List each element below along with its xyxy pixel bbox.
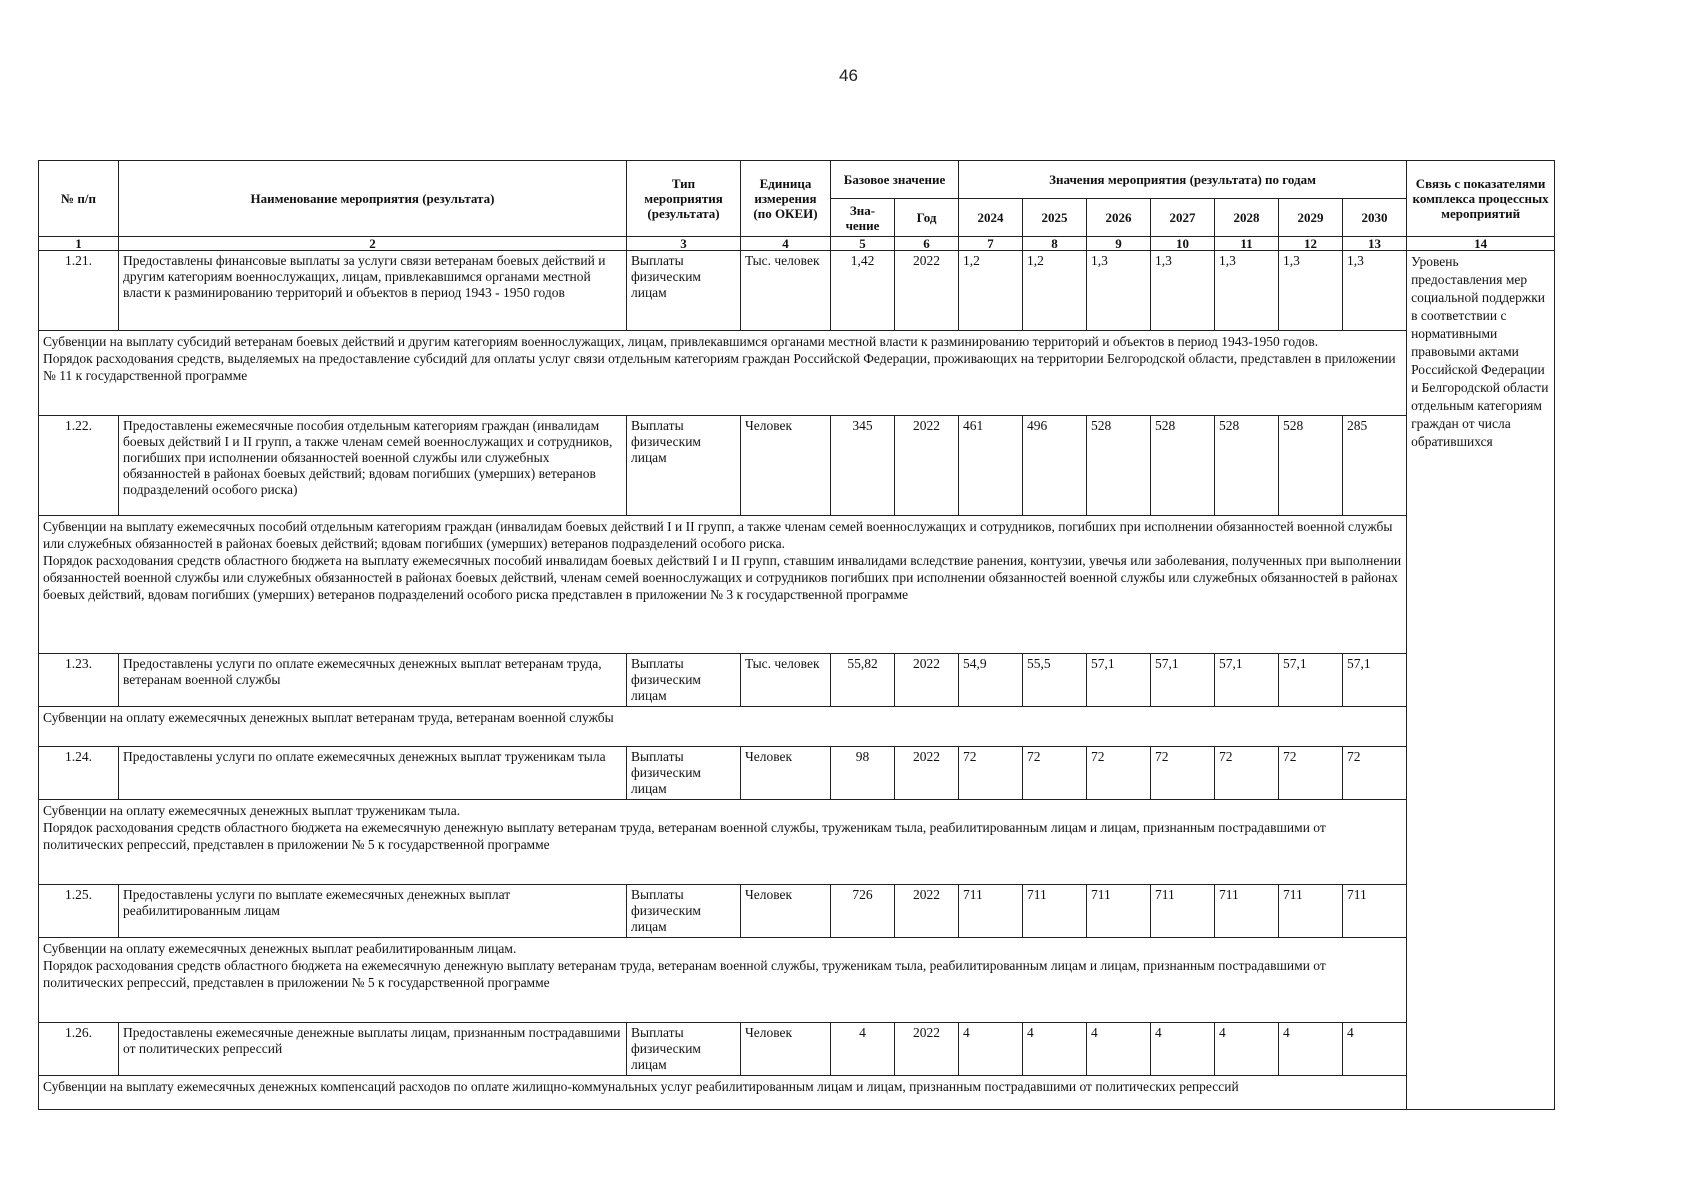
year-value: 528 <box>1151 416 1215 516</box>
funding-note <box>39 706 1407 746</box>
year-value: 711 <box>1023 885 1087 938</box>
note-row <box>39 331 1555 416</box>
year-value: 4 <box>1151 1023 1215 1076</box>
year-value: 72 <box>959 746 1023 799</box>
header-name: Наименование мероприятия (результата) <box>119 161 627 237</box>
base-value: 345 <box>831 416 895 516</box>
funding-note-line: Порядок расходования средств областного бюджета на ежемесячную денежную выплату ветеранам труда, ветеранам военной службы, труженикам тыла, реабилитированным лицам и лицам, признанным пострадавшими от политических репрессий, представлен в приложении № 5 к государственной программе <box>43 819 1326 852</box>
funding-note-line: Субвенции на выплату ежемесячных пособий отдельным категориям граждан (инвалидам боевых действий I и II групп, а также членам семей военнослужащих и сотрудников, погибших при исполнении обязанностей военной службы или служебных обязанностей в районах боевых действий; вдовам погибших (умерших) ветеранов подразделений особого риска. <box>43 519 1393 552</box>
year-value: 72 <box>1215 746 1279 799</box>
funding-note <box>39 799 1407 884</box>
year-value: 72 <box>1087 746 1151 799</box>
year-value: 711 <box>1087 885 1151 938</box>
year-value: 72 <box>1343 746 1407 799</box>
note-row <box>39 1076 1555 1110</box>
note-row <box>39 516 1555 653</box>
year-value: 57,1 <box>1151 653 1215 706</box>
table-row <box>39 746 1555 799</box>
row-number: 1.23. <box>39 653 119 706</box>
measure-name: Предоставлены ежемесячные денежные выплаты лицам, признанным пострадавшими от политических репрессий <box>119 1023 627 1076</box>
year-value: 711 <box>959 885 1023 938</box>
row-number: 1.21. <box>39 251 119 331</box>
base-value: 726 <box>831 885 895 938</box>
base-value: 98 <box>831 746 895 799</box>
row-number: 1.25. <box>39 885 119 938</box>
year-value: 54,9 <box>959 653 1023 706</box>
header-num: № п/п <box>39 161 119 237</box>
table-row <box>39 653 1555 706</box>
year-value: 461 <box>959 416 1023 516</box>
header-year: 2029 <box>1279 199 1343 237</box>
funding-note-line: Субвенции на выплату ежемесячных денежных компенсаций расходов по оплате жилищно-коммунальных услуг реабилитированным лицам и лицам, признанным пострадавшими от политических репрессий <box>43 1079 1239 1095</box>
unit: Человек <box>741 885 831 938</box>
unit: Человек <box>741 416 831 516</box>
year-value: 711 <box>1343 885 1407 938</box>
year-value: 496 <box>1023 416 1087 516</box>
table-row <box>39 1023 1555 1076</box>
column-index: 7 <box>959 237 1023 251</box>
column-index: 5 <box>831 237 895 251</box>
header-year: 2027 <box>1151 199 1215 237</box>
column-index: 13 <box>1343 237 1407 251</box>
funding-note-line: Субвенции на оплату ежемесячных денежных выплат труженикам тыла. <box>43 802 461 818</box>
year-value: 711 <box>1279 885 1343 938</box>
year-value: 528 <box>1087 416 1151 516</box>
base-year: 2022 <box>895 653 959 706</box>
table-row <box>39 251 1555 331</box>
year-value: 4 <box>1215 1023 1279 1076</box>
column-index: 14 <box>1407 237 1555 251</box>
header-base-value: Зна-чение <box>831 199 895 237</box>
unit: Тыс. человек <box>741 653 831 706</box>
measure-name: Предоставлены услуги по оплате ежемесячных денежных выплат труженикам тыла <box>119 746 627 799</box>
funding-note-line: Порядок расходования средств областного бюджета на выплату ежемесячных пособий инвалидам боевых действий I и II групп, ставшим инвалидами вследствие ранения, контузии, увечья или заболевания, полученных при выполнении обязанностей военной службы или служебных обязанностей в районах боевых действий, членам семей военнослужащих и сотрудников погибших при исполнении обязанностей военной службы или служебных обязанностей в районах боевых действий, вдовам погибших (умерших) ветеранов подразделений особого риска представлен в приложении № 3 к государственной программе <box>43 553 1402 603</box>
measure-type: Выплаты физическим лицам <box>627 653 741 706</box>
measure-type: Выплаты физическим лицам <box>627 746 741 799</box>
year-value: 4 <box>959 1023 1023 1076</box>
header-year: 2028 <box>1215 199 1279 237</box>
header-year: 2025 <box>1023 199 1087 237</box>
year-value: 285 <box>1343 416 1407 516</box>
year-value: 1,3 <box>1279 251 1343 331</box>
measure-name: Предоставлены ежемесячные пособия отдельным категориям граждан (инвалидам боевых действий I и II групп, а также членам семей военнослужащих и сотрудников, погибших при исполнении обязанностей военной службы или служебных обязанностей в районах боевых действий; вдовам погибших (умерших) ветеранов подразделений особого риска) <box>119 416 627 516</box>
unit: Тыс. человек <box>741 251 831 331</box>
column-index: 8 <box>1023 237 1087 251</box>
measure-name: Предоставлены финансовые выплаты за услуги связи ветеранам боевых действий и другим категориям военнослужащих, лицам, привлекавшимся органами местной власти к разминированию территорий и объектов в период 1943 - 1950 годов <box>119 251 627 331</box>
row-number: 1.22. <box>39 416 119 516</box>
header-values-by-year: Значения мероприятия (результата) по годам <box>959 161 1407 199</box>
measure-name: Предоставлены услуги по выплате ежемесячных денежных выплат реабилитированным лицам <box>119 885 627 938</box>
unit: Человек <box>741 1023 831 1076</box>
column-index: 10 <box>1151 237 1215 251</box>
header-year: 2030 <box>1343 199 1407 237</box>
base-year: 2022 <box>895 746 959 799</box>
column-index: 2 <box>119 237 627 251</box>
year-value: 57,1 <box>1087 653 1151 706</box>
base-year: 2022 <box>895 1023 959 1076</box>
funding-note-line: Субвенции на оплату ежемесячных денежных выплат ветеранам труда, ветеранам военной службы <box>43 709 614 725</box>
page-number: 46 <box>839 66 858 85</box>
year-value: 711 <box>1215 885 1279 938</box>
unit: Человек <box>741 746 831 799</box>
note-row <box>39 799 1555 884</box>
funding-note-line: Порядок расходования средств областного бюджета на ежемесячную денежную выплату ветеранам труда, ветеранам военной службы, труженикам тыла, реабилитированным лицам и лицам, признанным пострадавшими от политических репрессий, представлен в приложении № 5 к государственной программе <box>43 958 1326 991</box>
table-row <box>39 416 1555 516</box>
funding-note-line: Субвенции на выплату субсидий ветеранам боевых действий и другим категориям военнослужащих, лицам, привлекавшимся органами местной власти к разминированию территорий и объектов в период 1943-1950 годов. <box>43 334 1319 349</box>
year-value: 4 <box>1023 1023 1087 1076</box>
indicator-link: Уровень предоставления мер социальной поддержки в соответствии с нормативными правовыми актами Российской Федерации и Белгородской области отдельным категориям граждан от числа обратившихся <box>1407 251 1555 1110</box>
year-value: 72 <box>1151 746 1215 799</box>
year-value: 528 <box>1215 416 1279 516</box>
year-value: 1,2 <box>959 251 1023 331</box>
base-year: 2022 <box>895 416 959 516</box>
base-year: 2022 <box>895 885 959 938</box>
year-value: 1,3 <box>1215 251 1279 331</box>
funding-note-line: Субвенции на оплату ежемесячных денежных выплат реабилитированным лицам. <box>43 941 517 957</box>
base-value: 55,82 <box>831 653 895 706</box>
year-value: 57,1 <box>1215 653 1279 706</box>
column-index: 4 <box>741 237 831 251</box>
year-value: 72 <box>1023 746 1087 799</box>
table-row <box>39 885 1555 938</box>
measure-type: Выплаты физическим лицам <box>627 416 741 516</box>
year-value: 711 <box>1151 885 1215 938</box>
measure-type: Выплаты физическим лицам <box>627 251 741 331</box>
year-value: 57,1 <box>1279 653 1343 706</box>
year-value: 4 <box>1343 1023 1407 1076</box>
year-value: 528 <box>1279 416 1343 516</box>
header-year: 2026 <box>1087 199 1151 237</box>
funding-note <box>39 938 1407 1023</box>
column-index: 1 <box>39 237 119 251</box>
year-value: 1,2 <box>1023 251 1087 331</box>
column-index: 11 <box>1215 237 1279 251</box>
column-index: 3 <box>627 237 741 251</box>
year-value: 55,5 <box>1023 653 1087 706</box>
base-value: 1,42 <box>831 251 895 331</box>
funding-note <box>39 331 1407 416</box>
header-year: 2024 <box>959 199 1023 237</box>
row-number: 1.24. <box>39 746 119 799</box>
year-value: 4 <box>1087 1023 1151 1076</box>
funding-note-line: Порядок расходования средств, выделяемых на предоставление субсидий для оплаты услуг связи отдельным категориям граждан Российской Федерации, проживающих на территории Белгородской области, представлен в приложении № 11 к государственной программе <box>43 351 1396 383</box>
funding-note <box>39 1076 1407 1110</box>
year-value: 1,3 <box>1151 251 1215 331</box>
header-type: Тип мероприятия (результата) <box>627 161 741 237</box>
note-row <box>39 706 1555 746</box>
base-year: 2022 <box>895 251 959 331</box>
year-value: 57,1 <box>1343 653 1407 706</box>
base-value: 4 <box>831 1023 895 1076</box>
year-value: 1,3 <box>1343 251 1407 331</box>
header-link: Связь с показателями комплекса процессных мероприятий <box>1407 161 1555 237</box>
measure-type: Выплаты физическим лицам <box>627 885 741 938</box>
measure-type: Выплаты физическим лицам <box>627 1023 741 1076</box>
year-value: 72 <box>1279 746 1343 799</box>
year-value: 4 <box>1279 1023 1343 1076</box>
funding-note <box>39 516 1407 653</box>
header-unit: Единица измерения (по ОКЕИ) <box>741 161 831 237</box>
measures-table <box>38 160 1555 1110</box>
row-number: 1.26. <box>39 1023 119 1076</box>
measure-name: Предоставлены услуги по оплате ежемесячных денежных выплат ветеранам труда, ветеранам военной службы <box>119 653 627 706</box>
column-index: 12 <box>1279 237 1343 251</box>
header-base: Базовое значение <box>831 161 959 199</box>
column-index: 6 <box>895 237 959 251</box>
header-base-year: Год <box>895 199 959 237</box>
note-row <box>39 938 1555 1023</box>
column-index: 9 <box>1087 237 1151 251</box>
year-value: 1,3 <box>1087 251 1151 331</box>
